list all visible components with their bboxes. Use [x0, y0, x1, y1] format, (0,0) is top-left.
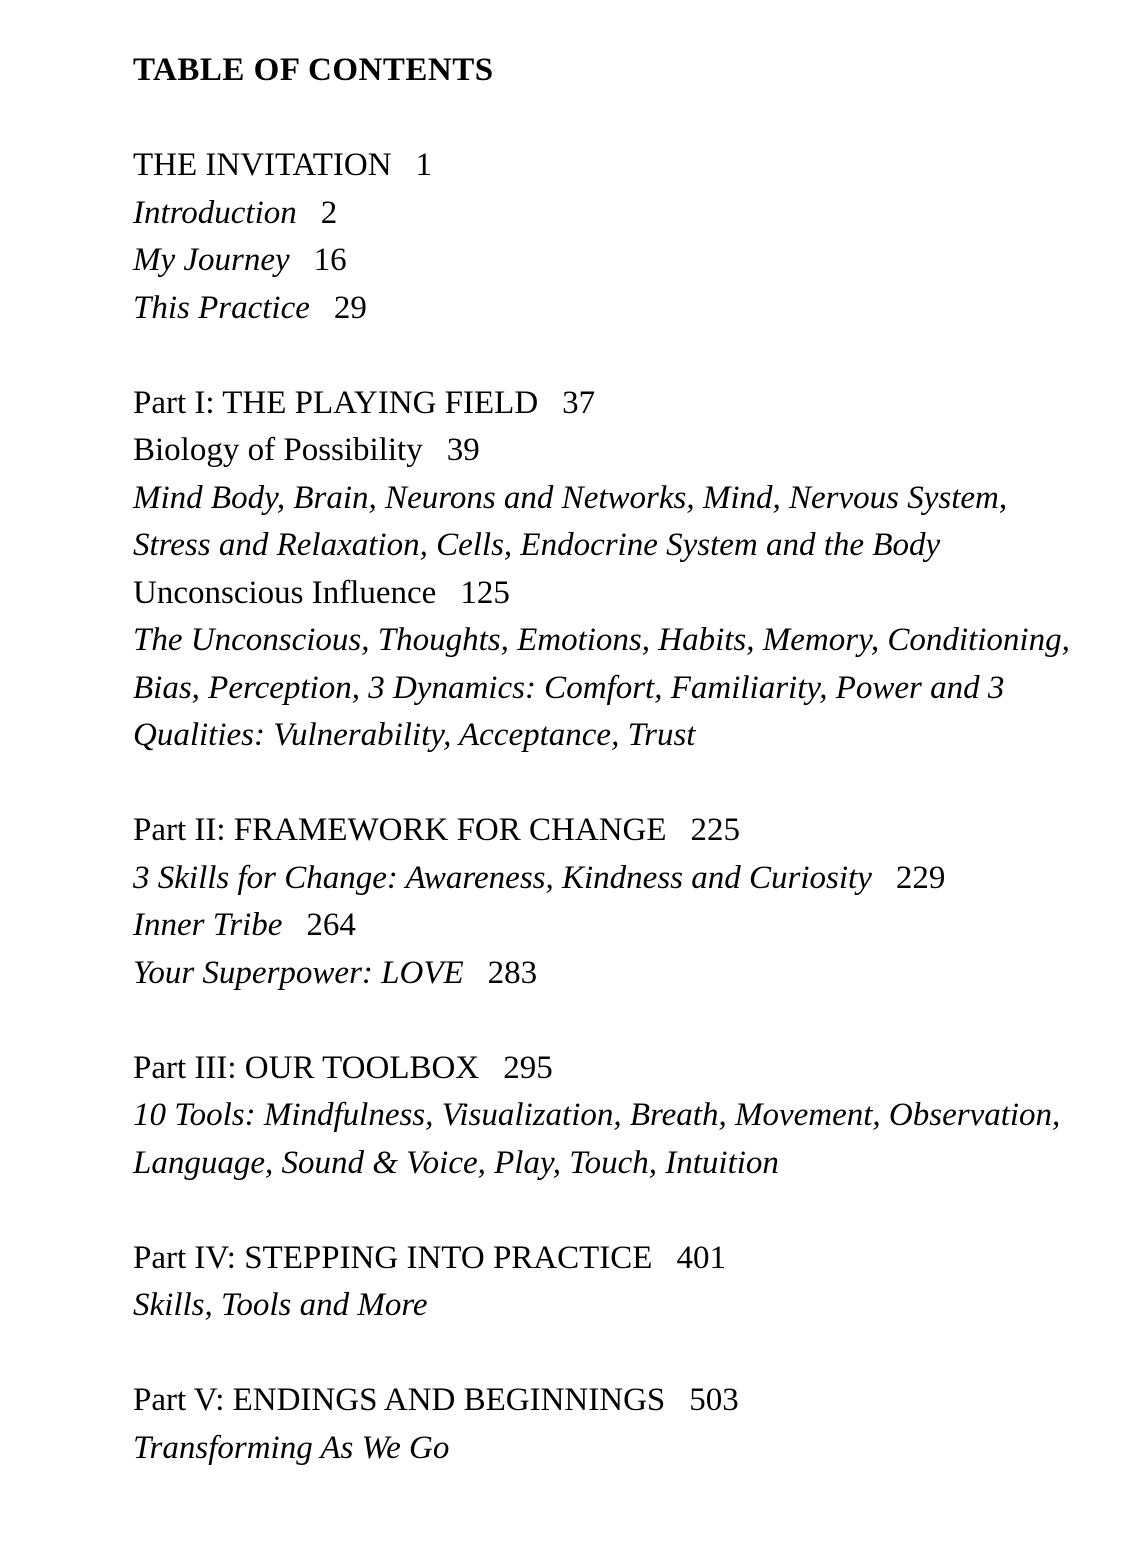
toc-entry-label: Part V: ENDINGS AND BEGINNINGS: [133, 1382, 666, 1418]
toc-entry-label: Qualities: Vulnerability, Acceptance, Trust: [133, 717, 696, 753]
toc-section: [133, 1045, 1066, 1188]
toc-entry-label: Your Superpower: LOVE: [133, 954, 464, 991]
toc-entry: [133, 475, 1066, 523]
toc-entry: [133, 950, 1066, 998]
toc-entry-label: Skills, Tools and More: [133, 1287, 428, 1323]
toc-entry-label: Bias, Perception, 3 Dynamics: Comfort, Familiarity, Power and 3: [133, 669, 1005, 706]
toc-entry: [133, 712, 1066, 760]
toc-section: [133, 1377, 1066, 1472]
toc-entry: [133, 285, 1066, 333]
toc-entry: [133, 855, 1066, 903]
toc-entry-page-number: 295: [503, 1049, 553, 1086]
toc-entry-label: Transforming As We Go: [133, 1429, 450, 1466]
toc-sections: [133, 142, 1070, 1472]
toc-entry-label: The Unconscious, Thoughts, Emotions, Habits, Memory, Conditioning,: [133, 622, 1070, 658]
page-title: TABLE OF CONTENTS: [133, 52, 494, 88]
toc-entry-page-number: 225: [690, 812, 741, 848]
toc-entry-label: Inner Tribe: [133, 907, 283, 943]
toc-entry-label: My Journey: [133, 242, 290, 278]
toc-entry: [133, 570, 1066, 618]
toc-entry: [133, 1235, 1066, 1283]
toc-entry: [133, 1377, 1066, 1425]
toc-entry: [133, 190, 1066, 238]
toc-entry-label: Part III: OUR TOOLBOX: [133, 1049, 480, 1086]
toc-section: [133, 380, 1070, 760]
toc-entry-page-number: 2: [320, 194, 338, 231]
toc-entry: [133, 1140, 1066, 1188]
toc-entry-page-number: 39: [446, 432, 480, 468]
toc-entry-page-number: 29: [333, 289, 367, 326]
toc-entry: [133, 617, 1070, 665]
toc-entry: [133, 1092, 1066, 1140]
toc-entry-page-number: 16: [313, 242, 347, 278]
toc-entry-page-number: 229: [895, 859, 946, 896]
toc-entry-label: Part II: FRAMEWORK FOR CHANGE: [133, 812, 667, 848]
toc-section: [133, 142, 1066, 332]
toc-entry-page-number: 37: [562, 384, 596, 421]
toc-entry-page-number: 503: [689, 1382, 739, 1418]
toc-entry: [133, 1282, 1066, 1330]
toc-entry-page-number: 1: [415, 147, 433, 183]
toc-entry: [133, 807, 1066, 855]
toc-entry: [133, 665, 1066, 713]
toc-entry-label: Biology of Possibility: [133, 432, 423, 468]
toc-entry-label: Stress and Relaxation, Cells, Endocrine System and the Body: [133, 527, 941, 563]
toc-entry: [133, 1045, 1066, 1093]
toc-entry-label: Introduction: [133, 194, 297, 231]
toc-section: [133, 1235, 1066, 1330]
toc-entry-label: Mind Body, Brain, Neurons and Networks, Mind, Nervous System,: [133, 479, 1008, 516]
toc-entry-page-number: 125: [460, 574, 510, 611]
toc-entry-label: Language, Sound & Voice, Play, Touch, Intuition: [133, 1144, 779, 1181]
toc-entry: [133, 1425, 1066, 1473]
toc-entry-label: Part IV: STEPPING INTO PRACTICE: [133, 1239, 653, 1276]
toc-entry: [133, 142, 1066, 190]
toc-entry: [133, 902, 1066, 950]
toc-entry-label: This Practice: [133, 289, 310, 326]
toc-entry-label: Unconscious Influence: [133, 574, 437, 611]
toc-entry-page-number: 401: [676, 1239, 726, 1276]
toc-entry: [133, 380, 1066, 428]
toc-entry-label: THE INVITATION: [133, 147, 392, 183]
toc-entry-page-number: 283: [487, 954, 538, 991]
toc-entry-label: 3 Skills for Change: Awareness, Kindness and Curiosity: [133, 859, 872, 896]
toc-section: [133, 807, 1066, 997]
toc-entry: [133, 237, 1066, 285]
toc-entry-label: Part I: THE PLAYING FIELD: [133, 384, 539, 421]
toc-entry: [133, 427, 1066, 475]
toc-entry-label: 10 Tools: Mindfulness, Visualization, Breath, Movement, Observation,: [133, 1097, 1061, 1133]
toc-entry-page-number: 264: [306, 907, 356, 943]
toc-entry: [133, 522, 1066, 570]
